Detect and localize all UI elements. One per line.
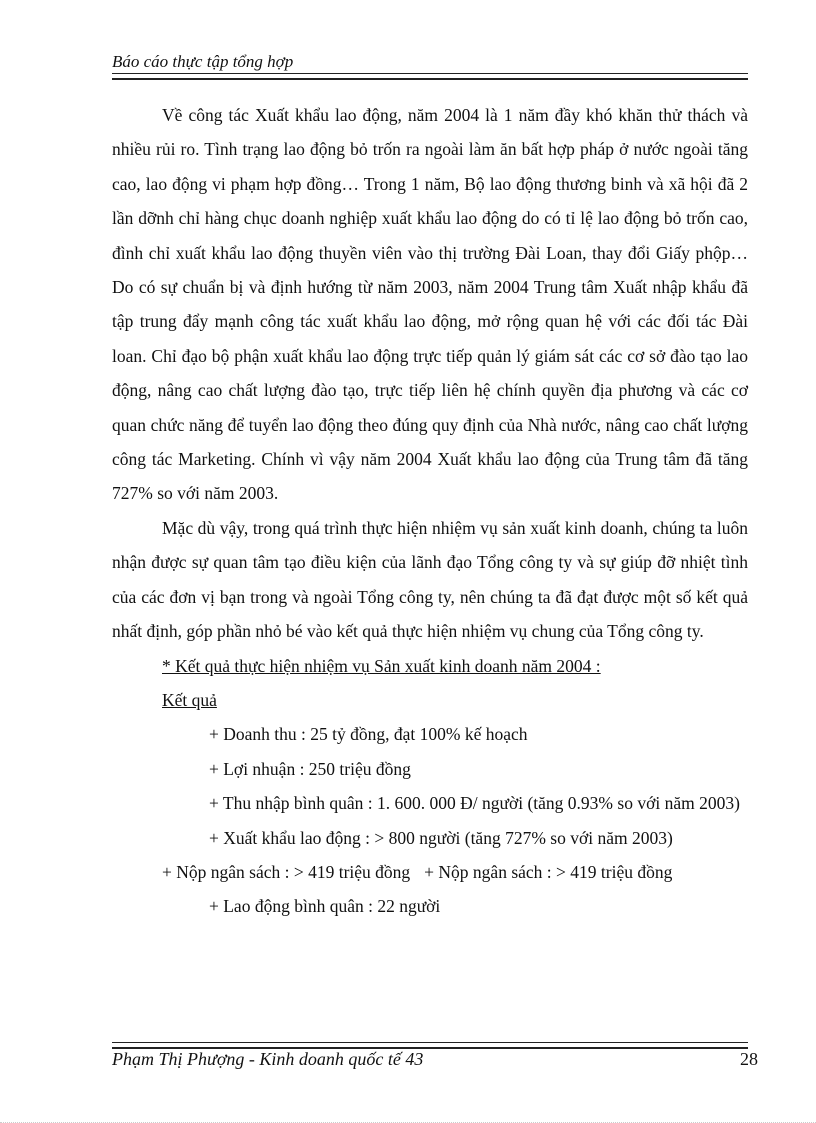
item-tax-a: + Nộp ngân sách : > 419 triệu đồng bbox=[162, 861, 411, 882]
item-avg-labor: + Lao động bình quân : 22 người bbox=[209, 896, 441, 917]
item-labor-export: + Xuất khẩu lao động : > 800 người (tăng 727% so với năm 2003) bbox=[209, 827, 673, 848]
footer-author: Phạm Thị Phượng - Kinh doanh quốc tế 43 bbox=[112, 1049, 424, 1069]
page-footer bbox=[112, 1049, 758, 1070]
header-divider bbox=[112, 73, 748, 80]
results-subheading: Kết quả bbox=[162, 689, 217, 710]
document-body bbox=[112, 98, 748, 924]
item-income: + Thu nhập bình quân : 1. 600. 000 Đ/ người (tăng 0.93% so với năm 2003) bbox=[209, 793, 740, 814]
page-header bbox=[112, 52, 748, 72]
page-number: 28 bbox=[740, 1049, 758, 1069]
item-revenue: + Doanh thu : 25 tỷ đồng, đạt 100% kế hoạch bbox=[209, 724, 528, 745]
results-heading-text: * Kết quả thực hiện nhiệm vụ Sản xuất kinh doanh năm 2004 : bbox=[162, 655, 601, 676]
item-tax-b: + Nộp ngân sách : > 419 triệu đồng bbox=[424, 861, 673, 882]
results-subheading-line bbox=[112, 683, 748, 717]
paragraph-support: Mặc dù vậy, trong quá trình thực hiện nhiệm vụ sản xuất kinh doanh, chúng ta luôn nhận được sự quan tâm tạo điều kiện của lãnh đạo Tổng công ty và sự giúp đỡ nhiệt tình của các đơn vị bạn trong và ngoài Tổng công ty, nên chúng ta đã đạt được một số kết quả nhất định, góp phần nhỏ bé vào kết quả thực hiện nhiệm vụ chung của Tổng công ty. bbox=[112, 517, 748, 642]
paragraph-labor-export: Về công tác Xuất khẩu lao động, năm 2004 là 1 năm đầy khó khăn thử thách và nhiều rủi ro. Tình trạng lao động bỏ trốn ra ngoài làm ăn bất hợp pháp ở nước ngoài tăng cao, lao động vi phạm hợp đồng… Trong 1 năm, Bộ lao động thương binh và xã hội đã 2 lần dỡnh chỉ hàng chục doanh nghiệp xuất khẩu lao động do có tỉ lệ lao động bỏ trốn cao, đình chỉ xuất khẩu lao động thuyền viên vào thị trường Đài Loan, thay đổi Giấy phộp… Do có sự chuẩn bị và định hướng từ năm 2003, năm 2004 Trung tâm Xuất nhập khẩu đã tập trung đẩy mạnh công tác xuất khẩu lao động, mở rộng quan hệ với các đối tác Đài loan. Chỉ đạo bộ phận xuất khẩu lao động trực tiếp quản lý giám sát các cơ sở đào tạo lao động, nâng cao chất lượng đào tạo, trực tiếp liên hệ chính quyền địa phương và các cơ quan chức năng để tuyển lao động theo đúng quy định của Nhà nước, nâng cao chất lượng công tác Marketing. Chính vì vậy năm 2004 Xuất khẩu lao động của Trung tâm đã tăng 727% so với năm 2003. bbox=[112, 105, 748, 504]
header-title: Báo cáo thực tập tổng hợp bbox=[112, 52, 294, 71]
results-heading bbox=[112, 649, 748, 683]
item-profit: + Lợi nhuận : 250 triệu đồng bbox=[209, 758, 411, 779]
footer-divider bbox=[112, 1042, 748, 1049]
item-tax-line bbox=[112, 855, 748, 889]
